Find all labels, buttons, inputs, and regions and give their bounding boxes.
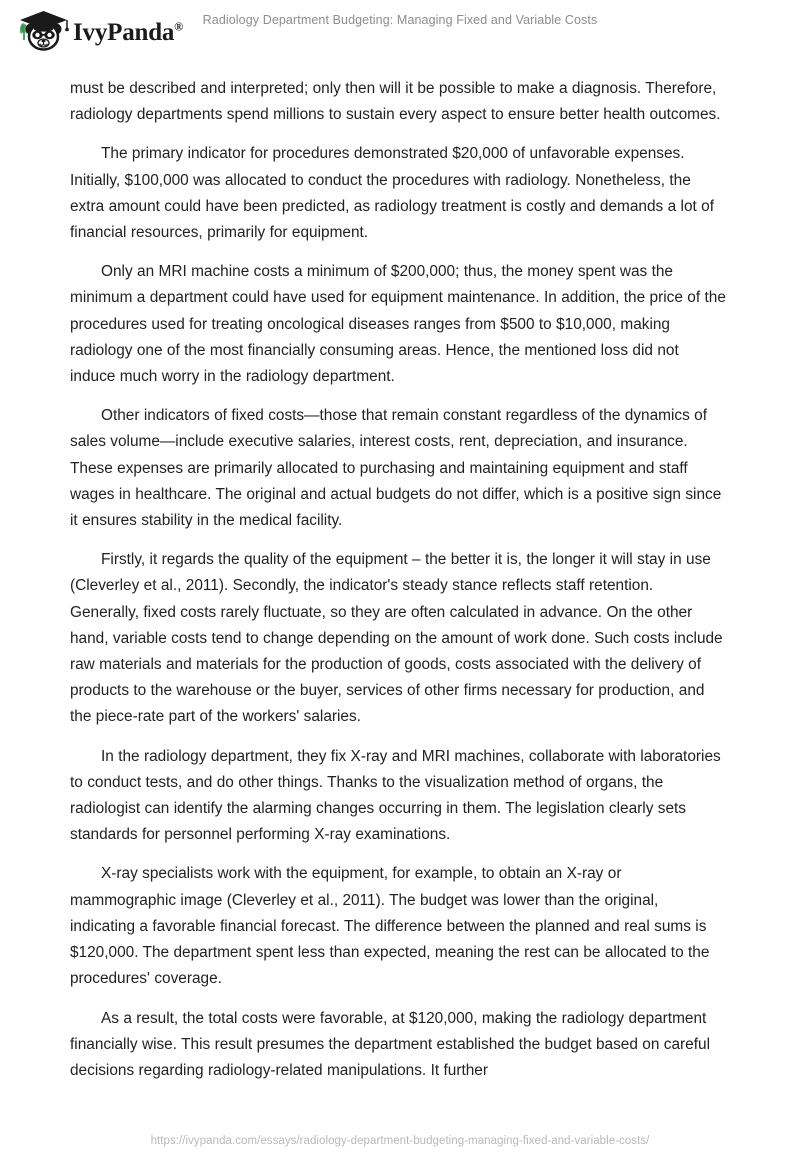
paragraph-6: In the radiology department, they fix X-ray and MRI machines, collaborate with laboratories to conduct tests, and do other things. Thanks to the visualization method of organs, the radiologist can identify the alarming changes occurring in them. The legislation clearly sets standards for personnel performing X-ray examinations.: [70, 747, 721, 844]
footer-source-url[interactable]: https://ivypanda.com/essays/radiology-department-budgeting-managing-fixed-and-variable-costs/: [150, 1135, 650, 1147]
page-header: [0, 0, 800, 62]
paragraph-8: As a result, the total costs were favorable, at $120,000, making the radiology department financially wise. This result presumes the department established the budget based on careful decisions regarding radiology-related manipulations. It further: [70, 1009, 710, 1079]
running-head-title: Radiology Department Budgeting: Managing Fixed and Variable Costs: [202, 13, 598, 27]
paragraph-3: Only an MRI machine costs a minimum of $200,000; thus, the money spent was the minimum a department could have used for equipment maintenance. In addition, the price of the procedures used for treating oncological diseases ranges from $500 to $10,000, making radiology one of the most financially consuming areas. Hence, the mentioned loss did not induce much worry in the radiology department.: [70, 263, 726, 386]
page-footer: [0, 1131, 800, 1149]
paragraph-1: must be described and interpreted; only then will it be possible to make a diagnosis. Therefore, radiology departments spend millions to sustain every aspect to ensure better health outcomes.: [70, 80, 721, 124]
brand-name-text: IvyPanda: [73, 18, 175, 46]
paragraph-2: The primary indicator for procedures demonstrated $20,000 of unfavorable expenses. Initially, $100,000 was allocated to conduct the procedures with radiology. Nonetheless, the extra amount could have been predicted, as radiology treatment is costly and demands a lot of financial resources, primarily for equipment.: [70, 145, 715, 242]
registered-mark: ®: [174, 19, 183, 34]
paragraph-5: Firstly, it regards the quality of the equipment – the better it is, the longer it will stay in use (Cleverley et al., 2011). Secondly, the indicator's steady stance reflects staff retention. Generally, fixed costs rarely fluctuate, so they are often calculated in advance. On the other hand, variable costs tend to change depending on the amount of work done. Such costs include raw materials and materials for the production of goods, costs associated with the delivery of products to the warehouse or the buyer, services of other firms necessary for production, and the piece-rate part of the workers' salaries.: [70, 551, 723, 726]
paragraph-4: Other indicators of fixed costs—those that remain constant regardless of the dynamics of sales volume—include executive salaries, interest costs, rent, depreciation, and insurance. These expenses are primarily allocated to purchasing and maintaining equipment and staff wages in healthcare. The original and actual budgets do not differ, which is a positive sign since it ensures stability in the medical facility.: [70, 407, 722, 530]
paragraph-7: X-ray specialists work with the equipment, for example, to obtain an X-ray or mammographic image (Cleverley et al., 2011). The budget was lower than the original, indicating a favorable financial forecast. The difference between the planned and real sums is $120,000. The department spent less than expected, meaning the rest can be allocated to the procedures' coverage.: [70, 865, 710, 988]
document-body: [70, 76, 726, 1084]
